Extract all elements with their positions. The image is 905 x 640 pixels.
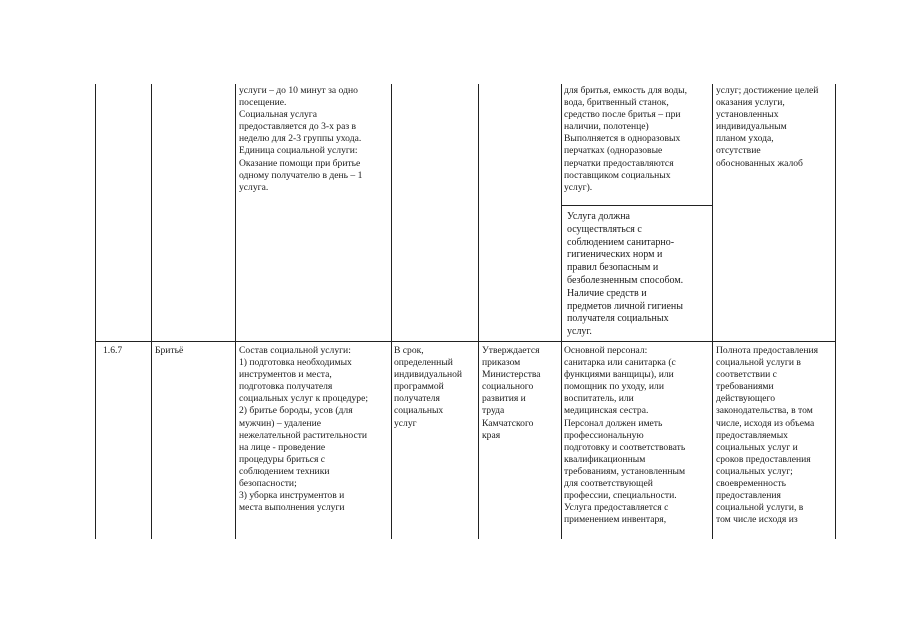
top-quality: услуг; достижение целей оказания услуги, установленных индивидуальным планом ухода, отсутствие обоснованных жалоб [716,85,819,169]
top-service-description: услуги – до 10 минут за одно посещение. Социальная услуга предоставляется до 3-х раз в неделю для 2-3 группы ухода. Единица социальной услуги: Оказание помощи при бритье одному получателю в день – 1 услуга. [239,85,363,193]
table-border-right [835,84,836,539]
conditions-inner-separator [561,205,712,206]
column-divider-5 [561,84,562,539]
service-quality: Полнота предоставления социальной услуги в соответствии с требованиями действующего законодательства, в том числе, исходя из объема предоставляемых социальных услуг и сроков предоставления социальных услуг; своевременность предоставления социальной услуги, в том числе исходя из [716,345,819,526]
top-conditions-extra: Услуга должна осуществляться с соблюдением санитарно- гигиенических норм и правил безопасным и безболезненным способом. Наличие средств и предметов личной гигиены получателя социальных услуг. [567,211,684,338]
service-name: Бритьё [155,345,184,356]
table-border-left [95,84,96,539]
column-divider-2 [235,84,236,539]
service-conditions: Основной персонал: санитарка или санитарка (с функциями ванщицы), или помощник по уходу, или воспитатель, или медицинская сестра. Персонал должен иметь профессиональную подготовку и соответствовать квалификационным требованиям, установленным для соответствующей профессии, специальности. Услуга предоставляется с применением инвентаря, [564,345,686,526]
row-separator [95,341,835,342]
top-conditions: для бритья, емкость для воды, вода, бритвенный станок, средство после бритья – при наличии, полотенце) Выполняется в одноразовых перчатках (одноразовые перчатки предоставляются поставщиком социальных услуг). [564,85,688,193]
column-divider-3 [391,84,392,539]
service-term: В срок, определенный индивидуальной программой получателя социальных услуг [394,345,463,429]
column-divider-1 [151,84,152,539]
row-number: 1.6.7 [103,345,123,356]
column-divider-4 [478,84,479,539]
column-divider-6 [712,84,713,539]
service-tariff: Утверждается приказом Министерства социального развития и труда Камчатского края [482,345,541,441]
service-description: Состав социальной услуги: 1) подготовка необходимых инструментов и места, подготовка получателя социальных услуг к процедуре; 2) бритье бороды, усов (для мужчин) – удаление нежелательной растительности на лице - проведение процедуры бриться с соблюдением техники безопасности; 3) уборка инструментов и места выполнения услуги [239,345,369,514]
